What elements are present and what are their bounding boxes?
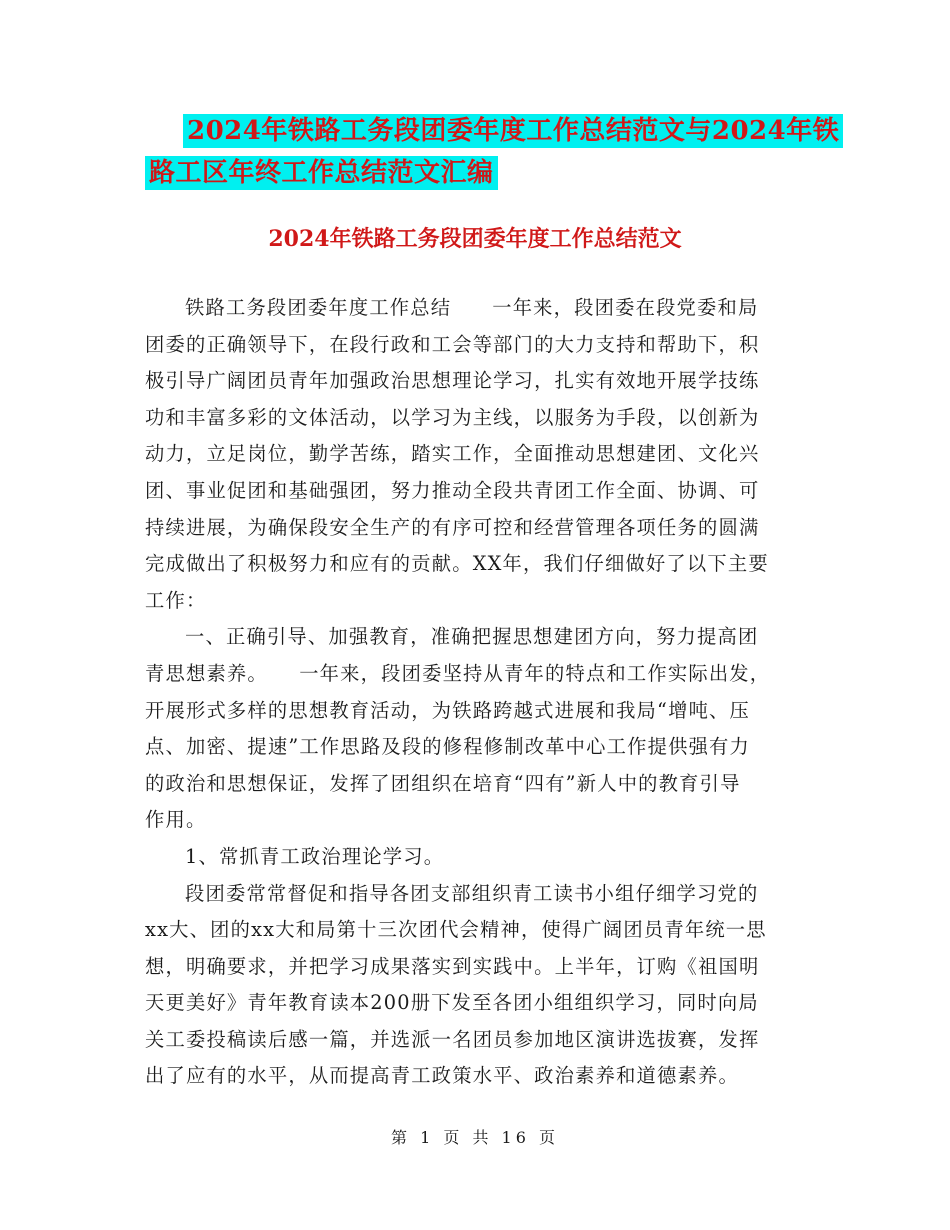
paragraph-line: 持续进展，为确保段安全生产的有序可控和经营管理各项任务的圆满 [145,515,760,539]
paragraph-line: 工作： [145,588,207,612]
paragraph-line: 完成做出了积极努力和应有的贡献。XX年，我们仔细做好了以下主要 [145,552,769,576]
paragraph-line: 想，明确要求，并把学习成果落实到实践中。上半年，订购《祖国明 [145,954,760,978]
title-line-2: 路工区年终工作总结范文汇编 [145,156,498,190]
paragraph-line: 团委的正确领导下，在段行政和工会等部门的大力支持和帮助下，积 [145,332,760,356]
paragraph-line: 团、事业促团和基础强团，努力推动全段共青团工作全面、协调、可 [145,478,760,502]
page-footer: 第 1 页 共 16 页 [391,1128,559,1147]
paragraph-line: 功和丰富多彩的文体活动，以学习为主线，以服务为手段，以创新为 [145,405,760,429]
document-body [145,290,815,1095]
paragraph-line: 出了应有的水平，从而提高青工政策水平、政治素养和道德素养。 [145,1064,739,1088]
paragraph-line: 动力，立足岗位，勤学苦练，踏实工作，全面推动思想建团、文化兴 [145,442,760,466]
paragraph-line: 作用。 [145,808,207,832]
paragraph-line: 极引导广阔团员青年加强政治思想理论学习，扎实有效地开展学技练 [145,369,760,393]
title-line-1: 2024年铁路工务段团委年度工作总结范文与2024年铁 [183,114,843,148]
paragraph-line: 关工委投稿读后感一篇，并选派一名团员参加地区演讲选拔赛，发挥 [145,1027,760,1051]
paragraph-line: 的政治和思想保证，发挥了团组织在培育“四有”新人中的教育引导 [145,771,741,795]
paragraph-line: 开展形式多样的思想教育活动，为铁路跨越式进展和我局“增吨、压 [145,698,751,722]
paragraph-line: 一、正确引导、加强教育，准确把握思想建团方向，努力提高团 [185,625,759,649]
paragraph-line: 1、常抓青工政治理论学习。 [185,844,445,868]
paragraph-line: 天更美好》青年教育读本200册下发至各团小组组织学习，同时向局 [145,991,759,1015]
paragraph-line: 铁路工务段团委年度工作总结 一年来，段团委在段党委和局 [185,296,759,319]
section-heading: 2024年铁路工务段团委年度工作总结范文 [268,226,682,252]
paragraph-line: 点、加密、提速”工作思路及段的修程修制改革中心工作提供强有力 [145,735,751,759]
paragraph-line: 青思想素养。 一年来，段团委坚持从青年的特点和工作实际出发， [145,661,771,685]
paragraph-line: 段团委常常督促和指导各团支部组织青工读书小组仔细学习党的 [185,881,759,905]
paragraph-line: xx大、团的xx大和局第十三次团代会精神，使得广阔团员青年统一思 [145,918,767,942]
